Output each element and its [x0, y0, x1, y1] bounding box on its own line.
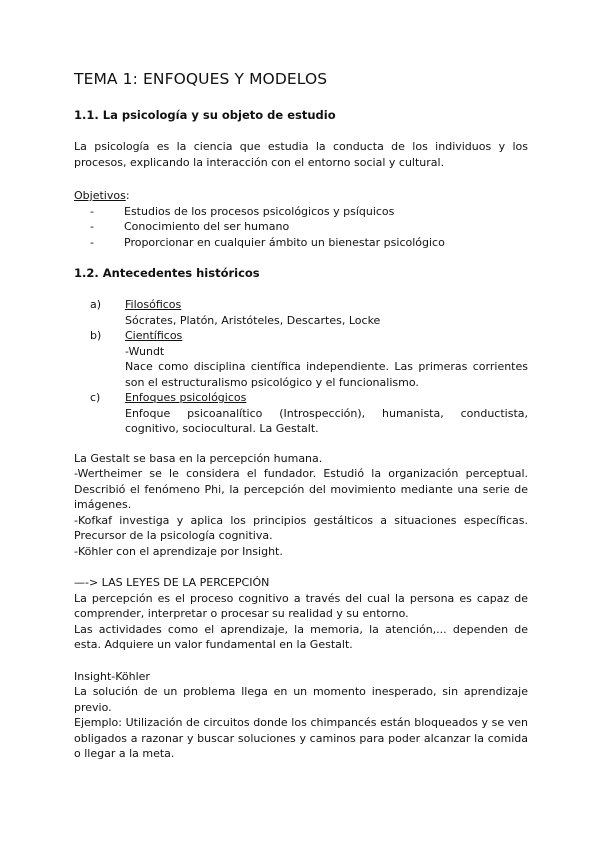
- insight-paragraph-1: La solución de un problema llega en un momento inesperado, sin aprendizaje previo.: [74, 685, 528, 714]
- leyes-block: [74, 575, 528, 653]
- page-title: TEMA 1: ENFOQUES Y MODELOS: [74, 70, 328, 88]
- section-heading-2: 1.2. Antecedentes históricos: [74, 266, 260, 280]
- document-content: [74, 70, 528, 778]
- list-item: [90, 297, 528, 328]
- dash-bullet: -: [90, 204, 94, 218]
- leyes-heading: —-> LAS LEYES DE LA PERCEPCIÓN: [74, 576, 270, 589]
- dash-bullet: -: [90, 220, 94, 233]
- objectives-colon: :: [125, 189, 130, 202]
- list-item: [90, 328, 528, 390]
- item-text: Enfoque psicoanalítico (Introspección), humanista, conductista, cognitivo, sociocultural. La Gestalt.: [125, 406, 528, 435]
- section-heading-1: 1.1. La psicología y su objeto de estudio: [74, 108, 336, 122]
- item-title: Filosóficos: [125, 298, 182, 311]
- gestalt-wertheimer: -Wertheimer se le considera el fundador. Estudió la organización perceptual. Describió el fenómeno Phi, la percepción del movimiento mediante una serie de imágenes.: [74, 467, 528, 511]
- gestalt-kohler: -Köhler con el aprendizaje por Insight.: [74, 544, 283, 558]
- list-marker: b): [90, 329, 102, 342]
- objectives-list: [74, 204, 528, 251]
- gestalt-kofkaf: -Kofkaf investiga y aplica los principios gestálticos a situaciones específicas. Precursor de la psicología cognitiva.: [74, 513, 528, 542]
- dash-bullet: -: [90, 235, 94, 249]
- insight-heading: Insight-Köhler: [74, 669, 150, 683]
- leyes-paragraph-1: La percepción es el proceso cognitivo a través del cual la persona es capaz de comprender, interpretar o procesar su realidad y su entorno.: [74, 591, 528, 620]
- list-marker: a): [90, 298, 102, 311]
- list-marker: c): [90, 391, 101, 404]
- insight-block: [74, 669, 528, 762]
- leyes-paragraph-2: Las actividades como el aprendizaje, la memoria, la atención,... dependen de esta. Adquiere un valor fundamental en la Gestalt.: [74, 622, 528, 651]
- item-text: -Wundt: [125, 344, 165, 358]
- list-item: - Estudios de los procesos psicológicos y psíquicos: [90, 204, 395, 218]
- antecedents-list: [74, 297, 528, 437]
- item-text: Nace como disciplina científica independiente. Las primeras corrientes son el estructuralismo psicológico y el funcionalismo.: [125, 360, 528, 389]
- insight-paragraph-2: Ejemplo: Utilización de circuitos donde los chimpancés están bloqueados y se ven obligados a razonar y buscar soluciones y caminos para poder alcanzar la comida o llegar a la meta.: [74, 716, 528, 760]
- objectives-label: Objetivos: [74, 189, 126, 202]
- objectives-heading: [74, 188, 528, 204]
- list-item: - Proporcionar en cualquier ámbito un bienestar psicológico: [90, 235, 445, 249]
- item-text: Sócrates, Platón, Aristóteles, Descartes, Locke: [125, 313, 381, 327]
- list-item: - Conocimiento del ser humano: [90, 220, 290, 233]
- gestalt-intro: La Gestalt se basa en la percepción humana.: [74, 451, 323, 465]
- gestalt-block: [74, 451, 528, 560]
- item-title: Científicos: [125, 329, 183, 342]
- definition-paragraph: La psicología es la ciencia que estudia la conducta de los individuos y los procesos, explicando la interacción con el entorno social y cultural.: [74, 140, 528, 169]
- item-title: Enfoques psicológicos: [125, 391, 247, 404]
- list-item: [90, 390, 528, 437]
